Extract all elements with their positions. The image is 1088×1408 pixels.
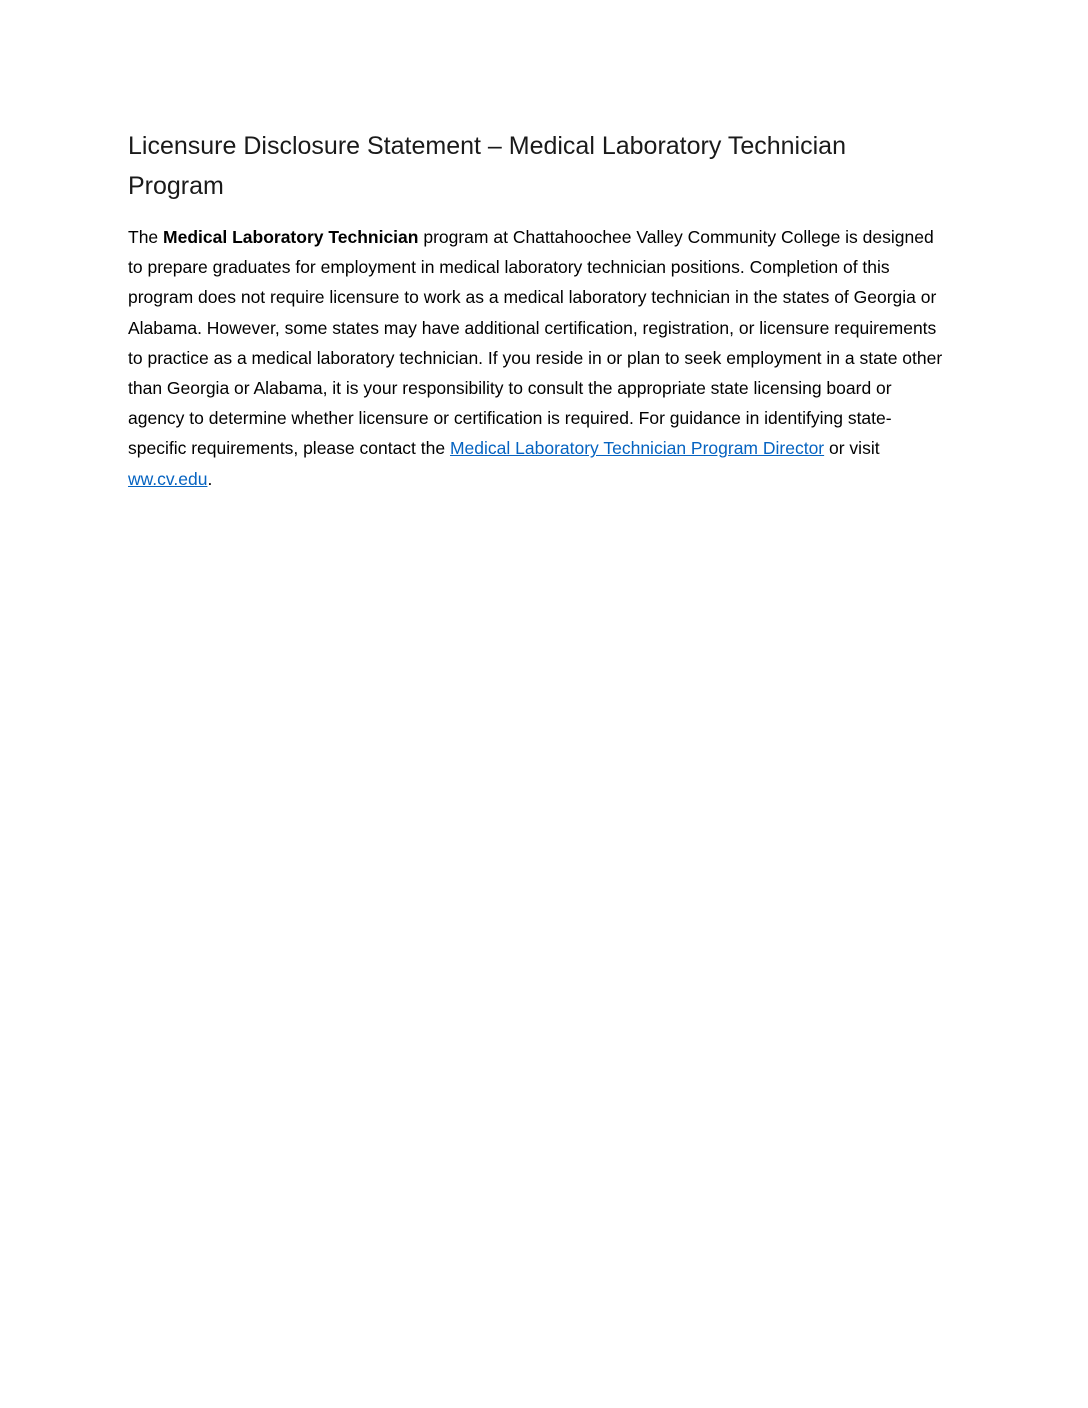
document-content (128, 126, 943, 494)
program-director-link[interactable]: Medical Laboratory Technician Program Director (449, 438, 825, 459)
paragraph-intro: The (128, 227, 164, 247)
website-link[interactable]: ww.cv.edu (128, 468, 208, 489)
paragraph-body: program at Chattahoochee Valley Community College is designed to prepare graduates for employment in medical laboratory technician positions. Completion of this program does not require licensure to work as a medical laboratory technician in the states of Georgia or Alabama. However, some states may have additional certification, registration, or licensure requirements to practice as a medical laboratory technician. If you reside in or plan to seek employment in a state other than Georgia or Alabama, it is your responsibility to consult the appropriate state licensing board or agency to determine whether licensure or certification is required. For guidance in identifying state-specific requirements, please contact the (128, 227, 943, 459)
paragraph-end: . (207, 468, 213, 489)
paragraph-middle: or visit (824, 438, 880, 459)
program-name-bold: Medical Laboratory Technician (163, 227, 419, 247)
document-title: Licensure Disclosure Statement – Medical Laboratory Technician Program (128, 132, 846, 200)
disclosure-paragraph (128, 222, 943, 494)
